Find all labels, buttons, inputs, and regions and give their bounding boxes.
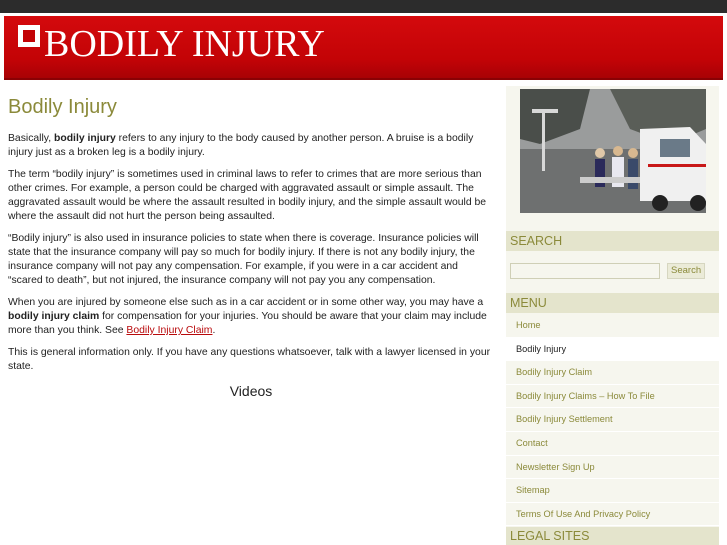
- paragraph-4: When you are injured by someone else such as in a car accident or in some other way, you may have a bodily injury claim for compensation for your injuries. You should be aware that your claim may include more than you think. See Bodily Injury Claim.: [8, 297, 487, 336]
- article: [8, 94, 494, 398]
- accident-scene-photo: [520, 89, 706, 213]
- menu-item-bodily-injury[interactable]: Bodily Injury: [506, 338, 719, 362]
- menu-item-bodily-injury-claim[interactable]: Bodily Injury Claim: [506, 361, 719, 385]
- search-button[interactable]: Search: [667, 263, 705, 279]
- menu-item-home[interactable]: Home: [506, 314, 719, 338]
- top-bar: [0, 0, 727, 13]
- menu-item-settlement[interactable]: Bodily Injury Settlement: [506, 408, 719, 432]
- legal-sites-heading: LEGAL SITES: [506, 527, 719, 545]
- menu-item-sitemap[interactable]: Sitemap: [506, 479, 719, 503]
- paragraph-3: “Bodily injury” is also used in insurance policies to state when there is coverage. Insurance policies will state that the insurance company will pay so much for bodily injury. If there is not any bodily injury, the insurance company will not pay any compensation. For example, if you were in a car accident and “scared to death”, but not injured, the insurance company will not pay you any compensation.: [8, 233, 479, 286]
- menu-item-terms[interactable]: Terms Of Use And Privacy Policy: [506, 503, 719, 527]
- menu-item-contact[interactable]: Contact: [506, 432, 719, 456]
- menu-heading: MENU: [506, 293, 719, 313]
- paragraph-2: The term “bodily injury” is sometimes used in criminal laws to refer to crimes that are more serious than other crimes. For example, a person could be charged with aggravated assault or simple assault. The aggravated assault would be where the assault resulted in bodily injury, and the simple assault would be where the assault did not hurt the person being assaulted.: [8, 169, 487, 222]
- site-banner: [4, 16, 723, 80]
- paragraph-1: Basically, bodily injury refers to any injury to the body caused by another person. A bruise is a bodily injury just as a broken leg is a bodily injury.: [8, 133, 474, 158]
- search-heading: SEARCH: [506, 231, 719, 251]
- videos-heading: Videos: [229, 383, 273, 399]
- logo-square-icon: [18, 25, 40, 47]
- search-input[interactable]: [510, 263, 660, 279]
- menu-item-newsletter[interactable]: Newsletter Sign Up: [506, 456, 719, 480]
- menu-list: [506, 314, 719, 526]
- menu-item-claims-how-to-file[interactable]: Bodily Injury Claims – How To File: [506, 385, 719, 409]
- sidebar: [506, 86, 719, 545]
- bodily-injury-claim-link[interactable]: Bodily Injury Claim: [126, 325, 213, 336]
- bold-term: bodily injury: [54, 133, 116, 144]
- site-title[interactable]: BODILY INJURY: [44, 23, 325, 65]
- bold-term: bodily injury claim: [8, 311, 100, 322]
- page-title: Bodily Injury: [8, 96, 117, 118]
- paragraph-5: This is general information only. If you have any questions whatsoever, talk with a lawyer licensed in your state.: [8, 347, 491, 372]
